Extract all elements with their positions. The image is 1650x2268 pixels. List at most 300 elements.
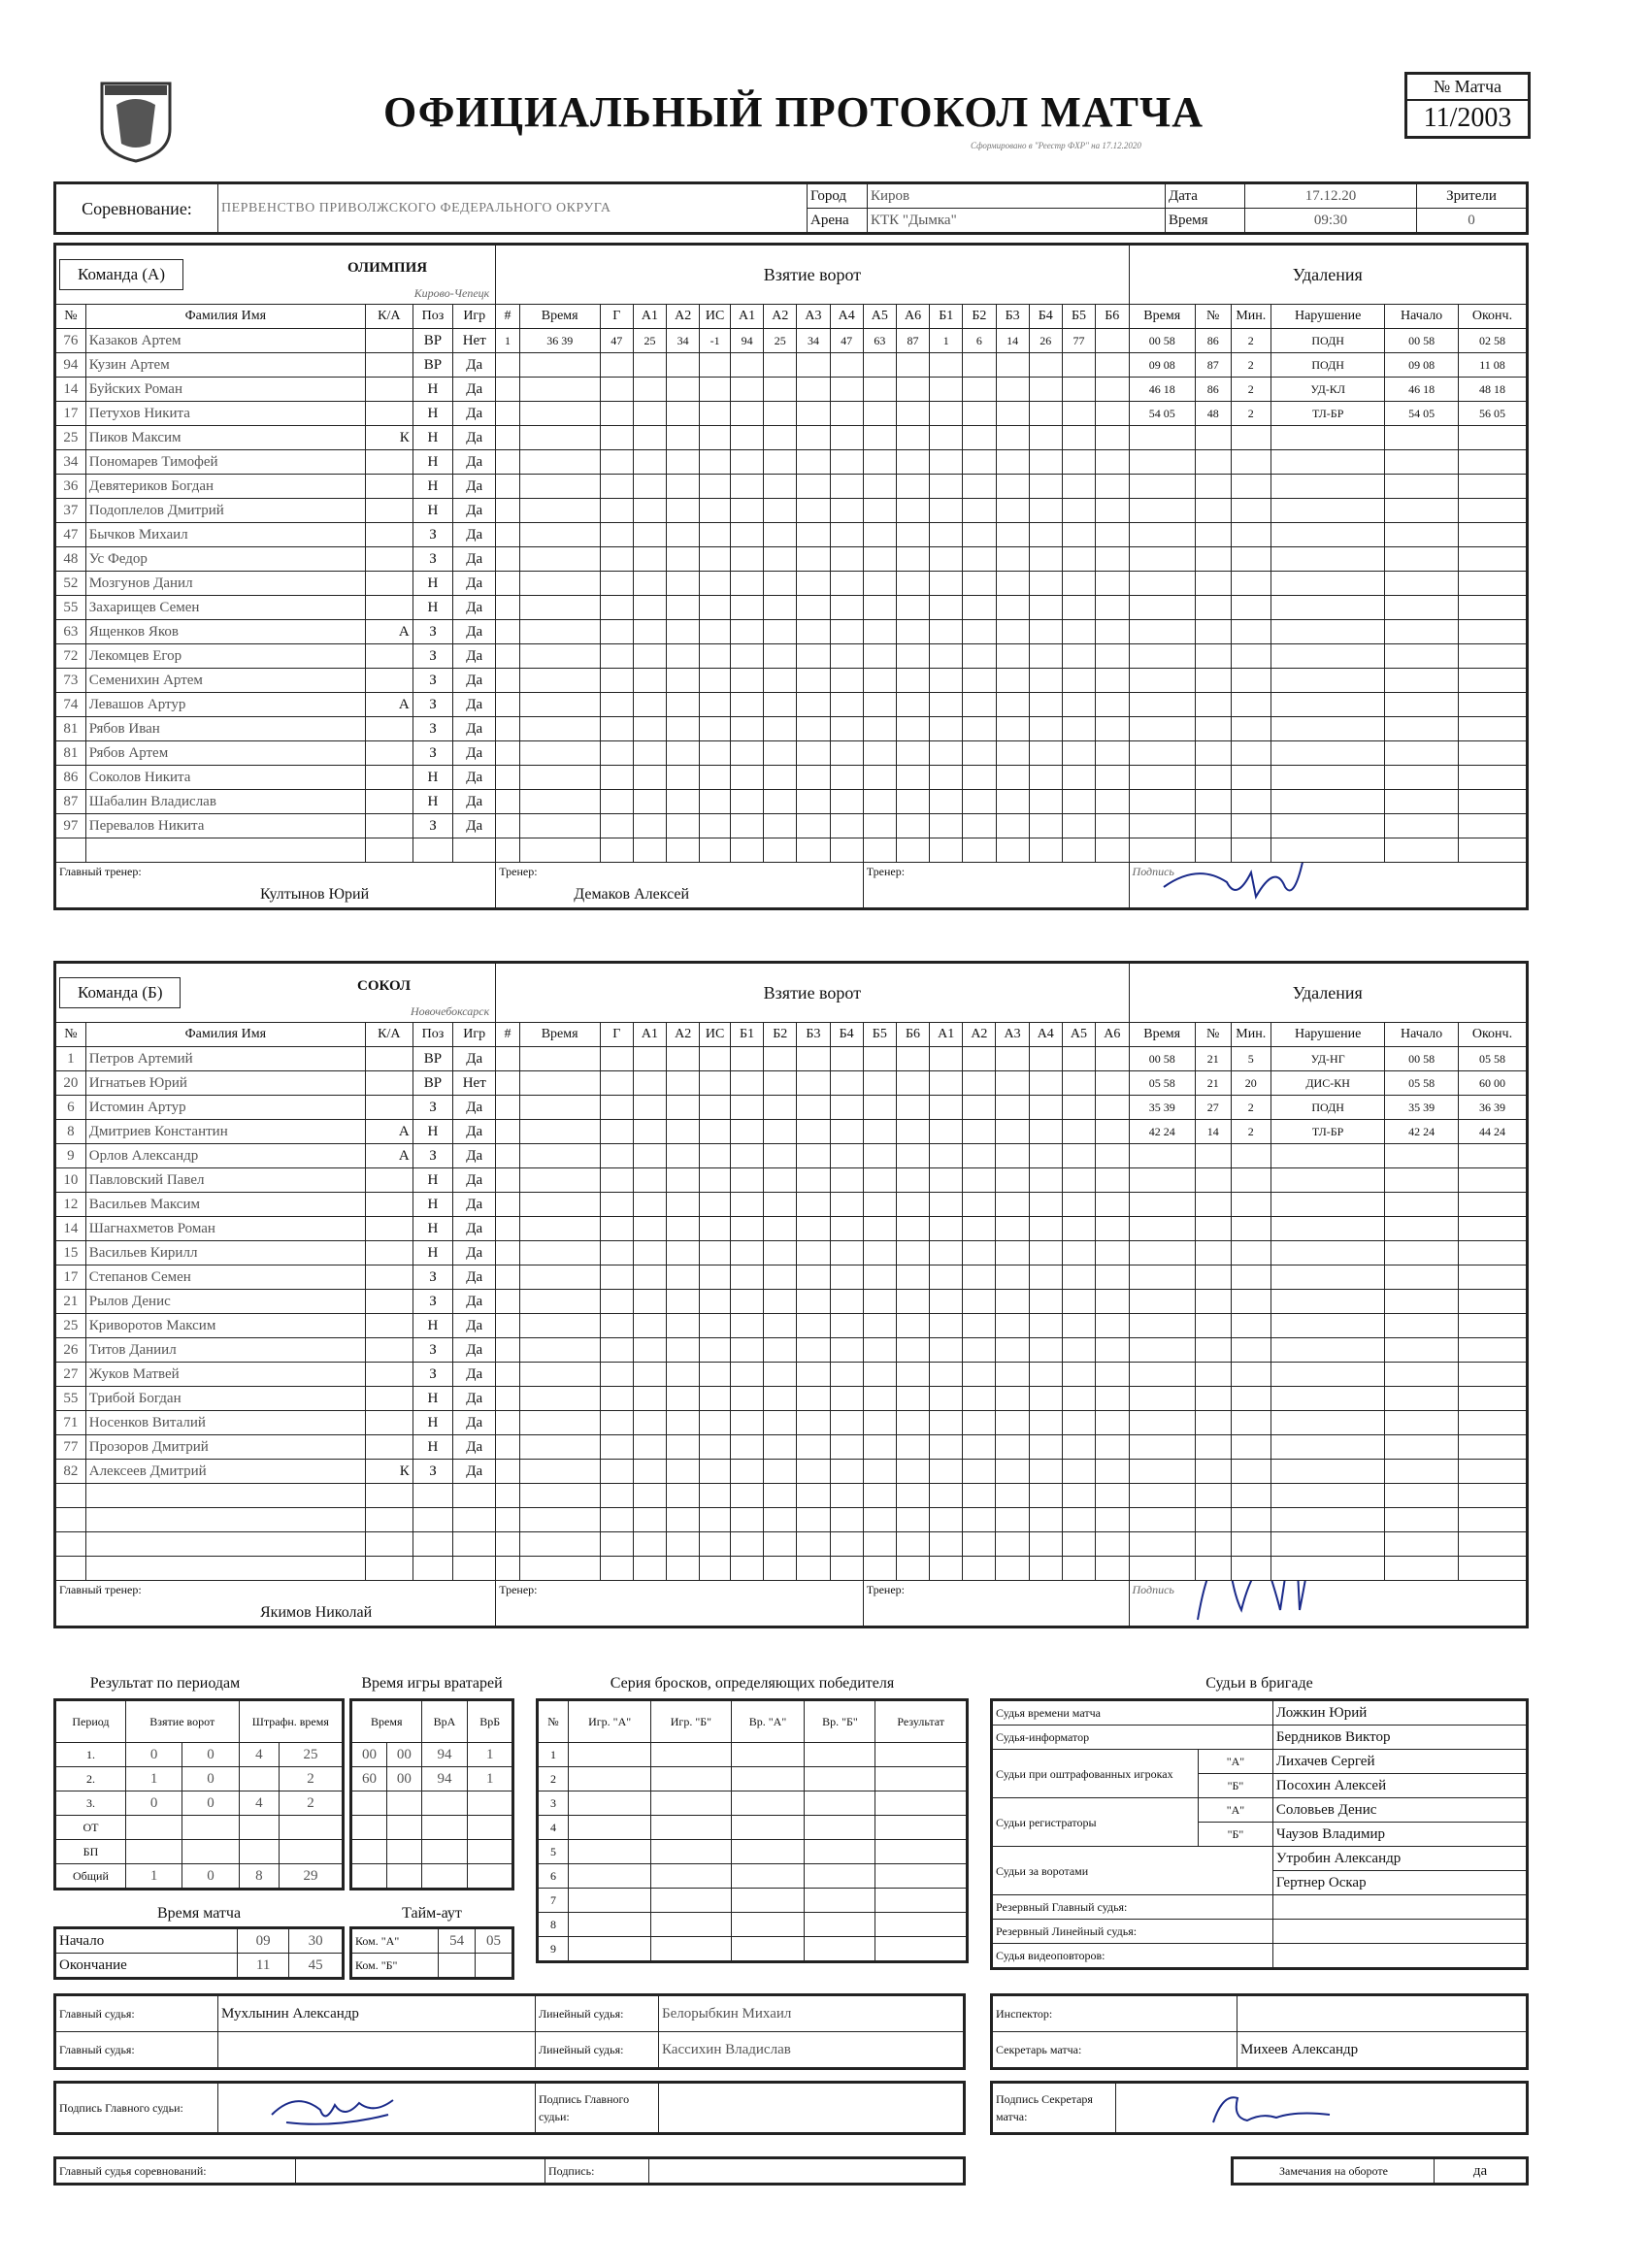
secretary-label: Секретарь матча: — [992, 2032, 1238, 2069]
referees-table — [53, 1993, 966, 2070]
goal-on-ice-player — [1096, 1217, 1129, 1241]
penalty-end — [1458, 547, 1527, 572]
player-ka — [365, 1314, 412, 1338]
goal-on-ice-player — [996, 1144, 1029, 1168]
penalty-end — [1458, 741, 1527, 766]
player-ka — [365, 523, 412, 547]
goal-on-ice-player — [1096, 1557, 1129, 1581]
col-line: А5 — [863, 305, 896, 329]
goal-on-ice-player — [896, 475, 929, 499]
penalty-minutes — [1231, 838, 1271, 863]
player-position: Н — [412, 475, 453, 499]
period-row — [55, 1864, 344, 1890]
goalie-change-sec: 00 — [387, 1743, 421, 1767]
shootout-number: 3 — [538, 1791, 569, 1816]
player-row — [55, 1290, 1528, 1314]
goal-on-ice-player — [863, 766, 896, 790]
goal-situation — [700, 1193, 731, 1217]
goal-on-ice-player — [1062, 402, 1095, 426]
goal-on-ice-player — [1062, 1508, 1095, 1532]
goal-judge-1: Утробин Александр — [1272, 1847, 1527, 1871]
player-number — [55, 1557, 86, 1581]
period-pen-b — [280, 1816, 344, 1840]
goal-number — [496, 378, 519, 402]
period-pen-b: 29 — [280, 1864, 344, 1890]
goal-situation — [700, 1071, 731, 1096]
player-row — [55, 402, 1528, 426]
penalty-violation — [1271, 1484, 1385, 1508]
goal-on-ice-player — [896, 1096, 929, 1120]
goal-on-ice-player — [1062, 499, 1095, 523]
penalty-player — [1195, 790, 1231, 814]
goal-on-ice-player — [863, 1557, 896, 1581]
goal-on-ice-player — [863, 1241, 896, 1265]
goal-on-ice-player — [730, 1071, 763, 1096]
team-b-head-coach-cell — [55, 1581, 496, 1627]
goal-on-ice-player — [730, 1265, 763, 1290]
goal-on-ice-player — [731, 402, 764, 426]
player-position: Н — [412, 1217, 453, 1241]
goal-on-ice-player — [764, 1265, 797, 1290]
player-position: З — [412, 1290, 453, 1314]
player-ka: К — [365, 426, 412, 450]
goal-on-ice-player — [1096, 450, 1129, 475]
goal-on-ice-player — [764, 1290, 797, 1314]
penalty-time — [1129, 1217, 1195, 1241]
period-pen-a: 4 — [239, 1743, 279, 1767]
goal-on-ice-player — [963, 1071, 996, 1096]
goal-scorer — [600, 1411, 633, 1435]
goal-on-ice-player — [731, 523, 764, 547]
goal-number — [496, 1338, 519, 1363]
goal-on-ice-player — [930, 1193, 963, 1217]
goal-on-ice-player — [730, 1532, 763, 1557]
goal-on-ice-player — [1096, 499, 1129, 523]
goal-on-ice-player — [764, 693, 797, 717]
goal-time — [519, 790, 600, 814]
player-ka — [365, 669, 412, 693]
shootout-row — [538, 1743, 968, 1767]
penalty-end: 36 39 — [1458, 1096, 1527, 1120]
player-ka — [365, 475, 412, 499]
penalty-start — [1385, 450, 1459, 475]
shootout-row — [538, 1840, 968, 1864]
goal-situation — [700, 717, 731, 741]
shootout-cell — [569, 1840, 651, 1864]
goal-on-ice-player — [797, 499, 830, 523]
goal-scorer — [600, 1241, 633, 1265]
period-goals-b — [182, 1816, 239, 1840]
goal-time — [519, 1387, 600, 1411]
shootout-cell — [875, 1767, 968, 1791]
goal-on-ice-player — [863, 1508, 896, 1532]
goal-on-ice-player — [797, 1144, 830, 1168]
goal-on-ice-player — [830, 1217, 863, 1241]
penalty-start — [1385, 1265, 1459, 1290]
player-played: Да — [453, 1290, 496, 1314]
goalie-b: 1 — [468, 1743, 513, 1767]
goal-on-ice-player — [963, 1168, 996, 1193]
goal-time — [519, 1460, 600, 1484]
goal-assist-1 — [633, 378, 666, 402]
goal-assist-2 — [667, 838, 700, 863]
player-position: Н — [412, 450, 453, 475]
team-b-table — [53, 961, 1529, 1628]
goal-on-ice-player — [797, 1338, 830, 1363]
goal-on-ice-player — [863, 572, 896, 596]
goal-on-ice-player — [1062, 1338, 1095, 1363]
goal-assist-1 — [633, 1508, 666, 1532]
shootout-cell — [651, 1889, 731, 1913]
goal-on-ice-player: 25 — [764, 329, 797, 353]
goal-on-ice-player — [1096, 1363, 1129, 1387]
goal-on-ice-player — [863, 1435, 896, 1460]
penalty-start — [1385, 644, 1459, 669]
player-number: 36 — [55, 475, 86, 499]
goal-on-ice-player — [896, 1071, 929, 1096]
penalty-time — [1129, 1435, 1195, 1460]
goal-on-ice-player — [963, 402, 996, 426]
goal-on-ice-player — [830, 838, 863, 863]
shootout-number: 5 — [538, 1840, 569, 1864]
period-name: ОТ — [55, 1816, 126, 1840]
goal-on-ice-player — [1029, 523, 1062, 547]
player-row — [55, 1338, 1528, 1363]
goal-on-ice-player — [896, 547, 929, 572]
goalie-a: 94 — [421, 1767, 468, 1791]
penalty-start — [1385, 1193, 1459, 1217]
player-row — [55, 547, 1528, 572]
shootout-number: 2 — [538, 1767, 569, 1791]
goal-scorer — [600, 1508, 633, 1532]
timeout-b-label: Ком. "Б" — [351, 1954, 439, 1979]
penalty-player — [1195, 1508, 1231, 1532]
penalty-violation — [1271, 1557, 1385, 1581]
goal-on-ice-player — [1096, 644, 1129, 669]
player-ka — [365, 1338, 412, 1363]
goal-on-ice-player — [1029, 814, 1062, 838]
player-ka — [365, 402, 412, 426]
player-position: Н — [412, 1387, 453, 1411]
player-number: 9 — [55, 1144, 86, 1168]
league-logo-icon — [97, 76, 175, 163]
goal-on-ice-player — [797, 572, 830, 596]
penalty-time — [1129, 1508, 1195, 1532]
goal-on-ice-player — [996, 1484, 1029, 1508]
penalty-end — [1458, 814, 1527, 838]
coach-signature-icon — [1188, 1581, 1324, 1627]
player-name: Пиков Максим — [85, 426, 365, 450]
penalty-player — [1195, 1144, 1231, 1168]
goal-on-ice-player — [896, 1460, 929, 1484]
goal-on-ice-player — [963, 1120, 996, 1144]
goal-on-ice-player — [764, 523, 797, 547]
goal-on-ice-player — [830, 1314, 863, 1338]
penalty-minutes — [1231, 1241, 1271, 1265]
player-position: Н — [412, 572, 453, 596]
period-pen-b — [280, 1840, 344, 1864]
player-name: Павловский Павел — [85, 1168, 365, 1193]
goal-situation — [700, 378, 731, 402]
goal-scorer — [600, 1047, 633, 1071]
penalty-time — [1129, 475, 1195, 499]
penalty-minutes: 2 — [1231, 1096, 1271, 1120]
goal-on-ice-player — [830, 1508, 863, 1532]
goal-assist-2 — [667, 1120, 700, 1144]
goal-on-ice-player — [730, 1314, 763, 1338]
col-goal-hash: # — [496, 305, 519, 329]
player-number: 17 — [55, 402, 86, 426]
period-pen-b: 2 — [280, 1767, 344, 1791]
periods-h-pen: Штрафн. время — [239, 1700, 343, 1743]
player-ka — [365, 1363, 412, 1387]
goal-on-ice-player — [764, 838, 797, 863]
penalty-end — [1458, 1435, 1527, 1460]
goal-on-ice-player — [930, 766, 963, 790]
goal-situation — [700, 1241, 731, 1265]
goalie-a — [421, 1816, 468, 1840]
penalty-violation — [1271, 766, 1385, 790]
goal-on-ice-player — [1062, 1120, 1095, 1144]
goal-scorer: 47 — [600, 329, 633, 353]
penalty-player: 27 — [1195, 1096, 1231, 1120]
player-ka — [365, 1241, 412, 1265]
penalty-end: 48 18 — [1458, 378, 1527, 402]
goal-on-ice-player — [830, 378, 863, 402]
penalty-player — [1195, 644, 1231, 669]
penalty-end — [1458, 1508, 1527, 1532]
penalty-time — [1129, 426, 1195, 450]
player-ka — [365, 1193, 412, 1217]
goal-time — [519, 596, 600, 620]
goal-on-ice-player — [930, 1484, 963, 1508]
penalty-end — [1458, 1193, 1527, 1217]
penalty-violation — [1271, 814, 1385, 838]
penalty-minutes — [1231, 1387, 1271, 1411]
col-line: Б2 — [963, 305, 996, 329]
goal-on-ice-player — [896, 790, 929, 814]
goal-number — [496, 1193, 519, 1217]
goal-on-ice-player — [1029, 596, 1062, 620]
goal-on-ice-player — [963, 1265, 996, 1290]
player-name: Мозгунов Данил — [85, 572, 365, 596]
player-row — [55, 1435, 1528, 1460]
player-number: 55 — [55, 1387, 86, 1411]
registrar-b-value: Чаузов Владимир — [1272, 1823, 1527, 1847]
goal-on-ice-player — [731, 596, 764, 620]
goal-on-ice-player — [930, 1120, 963, 1144]
col-line: Б3 — [996, 305, 1029, 329]
goal-on-ice-player — [797, 378, 830, 402]
goal-time — [519, 1435, 600, 1460]
penalty-minutes — [1231, 523, 1271, 547]
goal-on-ice-player — [797, 1532, 830, 1557]
goal-on-ice-player — [930, 741, 963, 766]
goal-on-ice-player — [764, 1557, 797, 1581]
period-goals-a — [125, 1816, 182, 1840]
goal-on-ice-player — [896, 1363, 929, 1387]
col-pen-num: № — [1195, 305, 1231, 329]
goal-on-ice-player — [930, 475, 963, 499]
match-start-minute: 30 — [289, 1928, 344, 1954]
player-number: 12 — [55, 1193, 86, 1217]
goal-situation — [700, 353, 731, 378]
goal-on-ice-player — [1029, 1484, 1062, 1508]
goal-on-ice-player — [730, 1168, 763, 1193]
penalty-end — [1458, 572, 1527, 596]
goal-on-ice-player — [797, 1460, 830, 1484]
goal-on-ice-player — [863, 402, 896, 426]
penalty-end: 44 24 — [1458, 1120, 1527, 1144]
penalty-end — [1458, 693, 1527, 717]
player-number: 6 — [55, 1096, 86, 1120]
head-referee-1: Мухлынин Александр — [218, 1995, 536, 2032]
player-position: Н — [412, 790, 453, 814]
goal-on-ice-player — [896, 1314, 929, 1338]
goalie-b: 1 — [468, 1767, 513, 1791]
shootout-cell — [569, 1937, 651, 1962]
goal-on-ice-player — [1029, 1314, 1062, 1338]
match-start-hour: 09 — [238, 1928, 289, 1954]
shootout-row — [538, 1889, 968, 1913]
team-a-signature-cell — [1129, 863, 1527, 909]
goal-on-ice-player — [797, 596, 830, 620]
goal-assist-1 — [633, 523, 666, 547]
timekeeper-value: Ложкин Юрий — [1272, 1700, 1527, 1726]
penalty-player — [1195, 1314, 1231, 1338]
goal-scorer — [600, 426, 633, 450]
penalty-time — [1129, 790, 1195, 814]
goal-on-ice-player — [963, 1047, 996, 1071]
col-goal-time: Время — [519, 305, 600, 329]
shootout-h-vb: Вр. "Б" — [805, 1700, 875, 1743]
goal-on-ice-player — [1062, 1217, 1095, 1241]
goalie-change-sec — [387, 1791, 421, 1816]
goal-on-ice-player — [1029, 1363, 1062, 1387]
goal-number — [496, 1144, 519, 1168]
penalty-time — [1129, 717, 1195, 741]
goal-on-ice-player: 6 — [963, 329, 996, 353]
goal-on-ice-player — [1096, 741, 1129, 766]
goal-on-ice-player — [1029, 1508, 1062, 1532]
goal-assist-2 — [667, 1290, 700, 1314]
col-goal-a2: А2 — [667, 1023, 700, 1047]
penalty-time — [1129, 1168, 1195, 1193]
penalty-player — [1195, 766, 1231, 790]
player-played: Да — [453, 499, 496, 523]
goal-on-ice-player — [930, 1532, 963, 1557]
goal-situation — [700, 572, 731, 596]
goal-on-ice-player — [731, 669, 764, 693]
player-name: Семенихин Артем — [85, 669, 365, 693]
player-ka — [365, 572, 412, 596]
goal-on-ice-player — [1096, 1460, 1129, 1484]
penalty-time — [1129, 499, 1195, 523]
shootout-cell — [875, 1889, 968, 1913]
goal-number — [496, 1265, 519, 1290]
penalty-violation: ТЛ-БР — [1271, 1120, 1385, 1144]
goal-assist-1 — [633, 620, 666, 644]
period-goals-a: 1 — [125, 1864, 182, 1890]
goal-on-ice-player — [731, 790, 764, 814]
goal-on-ice-player — [996, 402, 1029, 426]
player-number: 86 — [55, 766, 86, 790]
shootout-cell — [875, 1864, 968, 1889]
coach-label: Тренер: — [499, 865, 538, 878]
goal-on-ice-player — [930, 838, 963, 863]
penalty-minutes — [1231, 1217, 1271, 1241]
goal-on-ice-player — [731, 475, 764, 499]
goal-on-ice-player — [1062, 1096, 1095, 1120]
player-played — [453, 1557, 496, 1581]
shootout-row — [538, 1791, 968, 1816]
shootout-title: Серия бросков, определяющих победителя — [610, 1675, 895, 1692]
goalie-rows — [351, 1743, 513, 1890]
goal-assist-1 — [633, 475, 666, 499]
goal-assist-1 — [633, 1193, 666, 1217]
col-line: А6 — [896, 305, 929, 329]
goal-on-ice-player — [797, 1314, 830, 1338]
goal-on-ice-player — [963, 1508, 996, 1532]
goal-number — [496, 1508, 519, 1532]
goal-on-ice-player — [930, 572, 963, 596]
goal-assist-2 — [667, 523, 700, 547]
penalty-player — [1195, 1265, 1231, 1290]
goal-on-ice-player — [1062, 1047, 1095, 1071]
player-number: 81 — [55, 741, 86, 766]
goal-on-ice-player — [863, 547, 896, 572]
goal-on-ice-player — [996, 1096, 1029, 1120]
goal-on-ice-player — [1062, 378, 1095, 402]
timekeeper-label: Судья времени матча — [992, 1700, 1273, 1726]
penalty-time — [1129, 1557, 1195, 1581]
goal-on-ice-player — [863, 1047, 896, 1071]
player-name: Соколов Никита — [85, 766, 365, 790]
goal-on-ice-player — [863, 741, 896, 766]
goal-on-ice-player — [1029, 1557, 1062, 1581]
goal-on-ice-player — [963, 644, 996, 669]
player-name: Пономарев Тимофей — [85, 450, 365, 475]
player-position: З — [412, 1265, 453, 1290]
goal-on-ice-player — [963, 1363, 996, 1387]
penalty-start — [1385, 1435, 1459, 1460]
penalty-minutes — [1231, 620, 1271, 644]
goal-on-ice-player — [797, 1290, 830, 1314]
player-played: Да — [453, 1047, 496, 1071]
player-number: 77 — [55, 1435, 86, 1460]
penalty-end — [1458, 426, 1527, 450]
goal-scorer — [600, 620, 633, 644]
player-ka — [365, 1532, 412, 1557]
player-position — [412, 838, 453, 863]
goal-number — [496, 450, 519, 475]
goal-on-ice-player — [1029, 1532, 1062, 1557]
goal-on-ice-player — [1062, 1387, 1095, 1411]
goal-scorer — [600, 1096, 633, 1120]
period-goals-b: 0 — [182, 1743, 239, 1767]
player-position: З — [412, 1460, 453, 1484]
col-pen-end: Оконч. — [1458, 305, 1527, 329]
col-pen-start: Начало — [1385, 305, 1459, 329]
penalty-minutes — [1231, 1508, 1271, 1532]
goalie-a — [421, 1864, 468, 1890]
goal-situation — [700, 1435, 731, 1460]
goal-number — [496, 790, 519, 814]
penalty-player — [1195, 1290, 1231, 1314]
player-played: Да — [453, 1265, 496, 1290]
penalty-minutes: 20 — [1231, 1071, 1271, 1096]
goal-on-ice-player — [996, 426, 1029, 450]
